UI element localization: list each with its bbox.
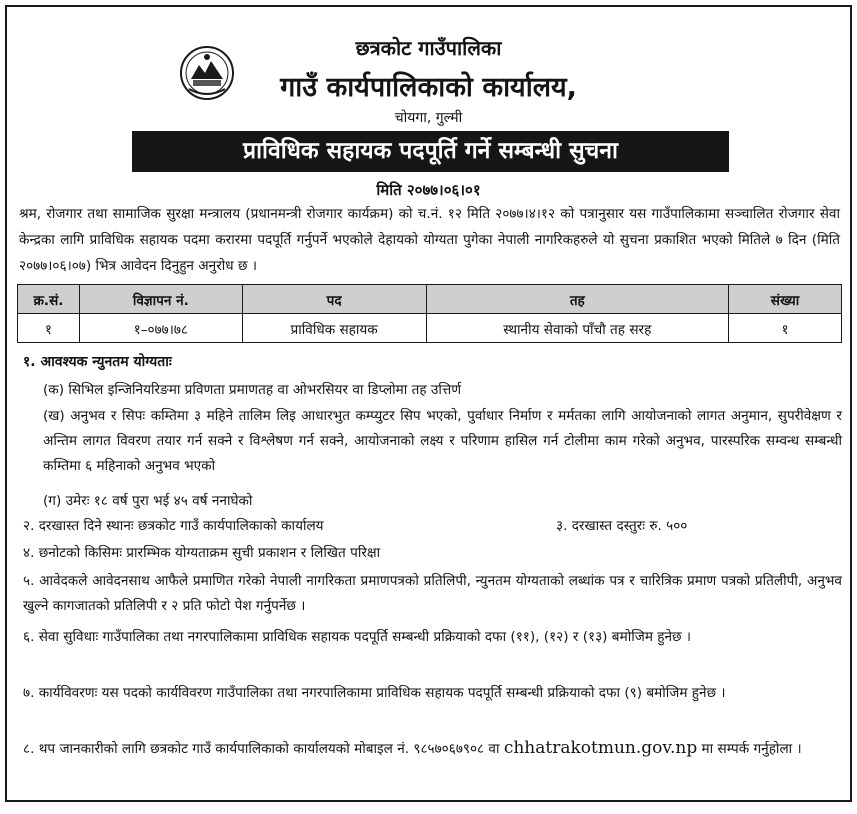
required-documents: ५. आवेदकले आवेदनसाथ आफैले प्रमाणित गरेको नेपाली नागरिकता प्रमाणपत्रको प्रतिलिपी, न्युनतम योग्यताको लब्धांक पत्र र चारित्रिक प्रमाण पत्रको प्रतिलीपी, अनुभव खुल्ने कागजातको प्रतिलिपी र २ प्रति फोटो पेश गर्नुपर्नेछ । xyxy=(23,573,842,614)
cell-count: १ xyxy=(729,314,842,343)
cell-ad-no: १–०७७।७८ xyxy=(79,314,242,343)
application-place: २. दरखास्त दिने स्थानः छत्रकोट गाउँ कार्यपालिकाको कार्यालय xyxy=(23,518,324,534)
contact-info xyxy=(23,735,842,762)
table-row xyxy=(18,314,842,343)
job-description: ७. कार्यविवरणः यस पदको कार्यविवरण गाउँपालिका तथा नगरपालिकामा प्राविधिक सहायक पदपूर्ति सम्बन्धी प्रक्रियाको दफा (९) बमोजिम हुनेछ । xyxy=(23,685,726,701)
col-header-post: पद xyxy=(242,285,426,314)
website-link[interactable]: chhatrakotmun.gov.np xyxy=(503,738,698,758)
office-name: गाउँ कार्यपालिकाको कार्यालय, xyxy=(280,72,577,103)
cell-level: स्थानीय सेवाको पाँचौ तह सरह xyxy=(426,314,729,343)
notice-date: मिति २०७७।०६।०१ xyxy=(376,181,481,199)
cell-post: प्राविधिक सहायक xyxy=(242,314,426,343)
application-fee: ३. दरखास्त दस्तुरः रु. ५०० xyxy=(556,518,688,534)
contact-text: ८. थप जानकारीको लागि छत्रकोट गाउँ कार्यपालिकाको कार्यालयको मोबाइल नं. ९८५७०६७९०८ वा xyxy=(23,741,500,757)
qualification-kha: (ख) अनुभव र सिपः कम्तिमा ३ महिने तालिम लिइ आधारभुत कम्प्युटर सिप भएको, पुर्वाधार निर्माण र मर्मतका लागि आयोजनाको लागत अनुमान, सुपरीवेक्षण र अन्तिम लागत विवरण तयार गर्न सक्ने र विश्लेषण गर्न सक्ने, आयोजनाको लक्ष्य र परिणाम हासिल गर्न टोलीमा काम गरेको अनुभव, पारस्परिक सम्वन्ध सम्बन्धी कम्तिमा ६ महिनाको अनुभव भएको xyxy=(43,408,842,474)
col-header-ad-no: विज्ञापन नं. xyxy=(79,285,242,314)
notice-title-banner: प्राविधिक सहायक पदपूर्ति गर्ने सम्बन्धी सुचना xyxy=(132,131,729,172)
qualification-heading: १. आवश्यक न्युनतम योग्यताः xyxy=(23,354,172,370)
cell-serial: १ xyxy=(18,314,80,343)
qualification-ka: (क) सिभिल इन्जिनियरिङमा प्रविणता प्रमाणतह वा ओभरसियर वा डिप्लोमा तह उत्तिर्ण xyxy=(43,382,462,398)
col-header-serial: क्र.सं. xyxy=(18,285,80,314)
service-facilities: ६. सेवा सुविधाः गाउँपालिका तथा नगरपालिकामा प्राविधिक सहायक पदपूर्ति सम्बन्धी प्रक्रियाको दफा (११), (१२) र (१३) बमोजिम हुनेछ । xyxy=(23,629,692,645)
col-header-level: तह xyxy=(426,285,729,314)
municipality-name: छत्रकोट गाउँपालिका xyxy=(355,36,502,60)
vacancy-table xyxy=(17,284,842,343)
selection-method: ४. छनोटको किसिमः प्रारम्भिक योग्यताक्रम सुची प्रकाशन र लिखित परिक्षा xyxy=(23,545,381,561)
qualification-ga: (ग) उमेरः १८ वर्ष पुरा भई ४५ वर्ष ननाघेको xyxy=(43,493,253,509)
contact-text-end: मा सम्पर्क गर्नुहोला । xyxy=(701,741,802,757)
notice-page xyxy=(5,5,852,802)
office-location: चोयगा, गुल्मी xyxy=(394,110,463,126)
col-header-count: संख्या xyxy=(729,285,842,314)
intro-paragraph: श्रम, रोजगार तथा सामाजिक सुरक्षा मन्त्रालय (प्रधानमन्त्री रोजगार कार्यक्रम) को च.नं. १२ मिति २०७७।४।१२ को पत्रानुसार यस गाउँपालिकामा सञ्चालित रोजगार सेवा केन्द्रका लागि प्राविधिक सहायक पदमा करारमा पदपूर्ति गर्नुपर्ने भएकोले देहायको योग्यता पुगेका नेपाली नागरिकहरुले यो सुचना प्रकाशित भएको मितिले ७ दिन (मिति २०७७।०६।०७) भित्र आवेदन दिनुहुन अनुरोध छ । xyxy=(19,206,840,274)
table-header-row xyxy=(18,285,842,314)
